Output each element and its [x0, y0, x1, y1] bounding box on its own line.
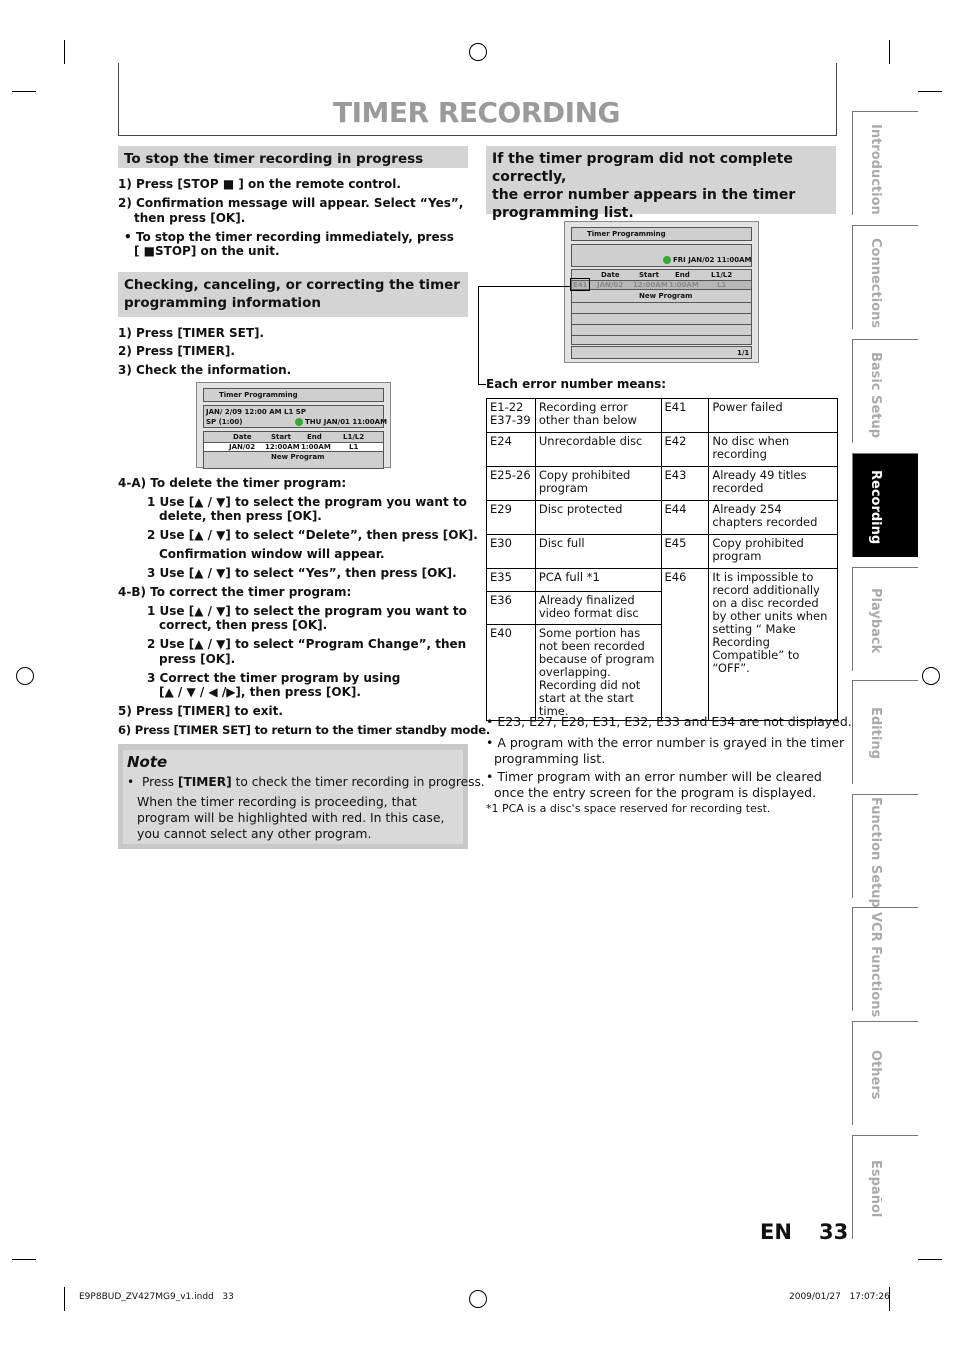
note-line-1: • Press [TIMER] to check the timer recording in progress. — [127, 775, 485, 789]
error-desc: Recording error other than below — [535, 399, 661, 433]
note-line-2: When the timer recording is proceeding, that — [137, 794, 417, 809]
osd-row-ch: L1 — [349, 443, 359, 451]
tab-playback[interactable] — [852, 567, 918, 671]
callout-line — [478, 286, 570, 287]
error-bullet-2-cont: programming list. — [494, 751, 606, 766]
error-means-label: Each error number means: — [486, 377, 667, 391]
correct-step-3: 3 Correct the timer program by using — [147, 671, 401, 685]
error-code: E29 — [487, 501, 536, 535]
error-code: E24 — [487, 433, 536, 467]
tab-editing[interactable] — [852, 680, 918, 784]
error-code: E25-26 — [487, 467, 536, 501]
stop-section-heading: To stop the timer recording in progress — [118, 146, 468, 168]
osd-col-date: Date — [233, 433, 252, 441]
callout-line — [478, 384, 486, 385]
note-bold: [TIMER] — [177, 775, 232, 789]
tab-others[interactable] — [852, 1021, 918, 1125]
osd-new-program[interactable]: New Program — [271, 453, 325, 461]
error-desc: Already finalized video format disc — [535, 592, 661, 625]
registration-mark-icon — [469, 1290, 487, 1308]
language-label: EN — [760, 1220, 792, 1244]
error-desc: Already 254 chapters recorded — [709, 501, 838, 535]
check-step-3: 3) Check the information. — [118, 363, 292, 377]
error-bullet-2: • A program with the error number is grayed in the timer — [486, 735, 845, 750]
table-row — [487, 433, 838, 467]
osd-col-ch: L1/L2 — [343, 433, 365, 441]
tab-label: Others — [868, 1050, 883, 1100]
note-line-4: you cannot select any other program. — [137, 826, 372, 841]
table-row — [487, 467, 838, 501]
heading-line: programming information — [124, 295, 321, 311]
footnote: *1 PCA is a disc's space reserved for recording test. — [486, 802, 771, 815]
error-desc: It is impossible to record additionally on a disc recorded by other units when setting “ Make Recording Compatible” to “OFF”. — [709, 569, 838, 721]
osd-footer — [571, 346, 752, 359]
check-step-1: 1) Press [TIMER SET]. — [118, 326, 265, 340]
osd-page: 1/1 — [737, 349, 750, 357]
note-line-3: program will be highlighted with red. In this case, — [137, 810, 445, 825]
error-code: E30 — [487, 535, 536, 569]
stop-step-2-cont: then press [OK]. — [134, 211, 246, 225]
error-desc: Unrecordable disc — [535, 433, 661, 467]
delete-step-3: 3 Use [▲ / ▼] to select “Yes”, then press [OK]. — [147, 566, 457, 580]
note-pre: Press — [141, 775, 178, 789]
error-code: E46 — [661, 569, 709, 721]
osd-empty-row — [571, 335, 752, 336]
error-desc: Copy prohibited program — [535, 467, 661, 501]
tab-introduction[interactable] — [852, 111, 918, 215]
tab-label: Recording — [868, 470, 883, 545]
osd-row-date: JAN/02 — [597, 281, 624, 289]
stop-bullet: • To stop the timer recording immediately, press — [124, 230, 454, 244]
delete-step-2: 2 Use [▲ / ▼] to select “Delete”, then press [OK]. — [147, 528, 478, 542]
heading-line: programming list. — [492, 205, 634, 221]
tab-label: Editing — [868, 707, 883, 759]
error-section-heading — [486, 146, 836, 221]
page-number: 33 — [819, 1220, 849, 1244]
timer-programming-screen — [196, 382, 391, 468]
error-bullet-3: • Timer program with an error number will be cleared — [486, 769, 822, 784]
heading-line: If the timer program did not complete correctly, — [492, 151, 793, 185]
tab-label: Connections — [868, 238, 883, 329]
correct-step-3-cont: [▲ / ▼ / ◀ /▶], then press [OK]. — [159, 685, 361, 699]
tab-recording[interactable] — [852, 453, 918, 557]
osd-row-error: E41 — [573, 281, 588, 289]
osd-status: FRI JAN/02 11:00AM — [673, 256, 752, 264]
osd-empty-row — [571, 324, 752, 325]
tab-label: Playback — [868, 588, 883, 654]
tab-label: Function Setup — [868, 797, 883, 908]
callout-line — [478, 286, 479, 384]
osd-row-start: 12:00AM — [265, 443, 300, 451]
error-desc: No disc when recording — [709, 433, 838, 467]
osd-new-program[interactable]: New Program — [639, 292, 693, 300]
osd-status: THU JAN/01 11:00AM — [305, 418, 388, 426]
tab-vcr-functions[interactable] — [852, 907, 918, 1011]
osd-col-date: Date — [601, 271, 620, 279]
osd-line-2: SP (1:00) — [206, 418, 243, 426]
stop-step-1: 1) Press [STOP ■ ] on the remote control. — [118, 177, 401, 191]
error-code: E42 — [661, 433, 709, 467]
delete-heading: 4-A) To delete the timer program: — [118, 476, 347, 490]
crop-mark — [12, 91, 36, 92]
error-desc: Already 49 titles recorded — [709, 467, 838, 501]
table-row — [487, 569, 838, 592]
note-post: to check the timer recording in progress. — [231, 775, 485, 789]
step-5: 5) Press [TIMER] to exit. — [118, 704, 283, 718]
error-bullet-1: • E23, E27, E28, E31, E32, E33 and E34 are not displayed. — [486, 714, 852, 729]
osd-col-start: Start — [271, 433, 291, 441]
osd-empty-row — [571, 313, 752, 314]
tab-label: Basic Setup — [868, 352, 883, 439]
stop-step-2: 2) Confirmation message will appear. Select “Yes”, — [118, 196, 464, 210]
osd-row-date: JAN/02 — [229, 443, 256, 451]
callout-box — [570, 278, 590, 291]
heading-line: the error number appears in the timer — [492, 187, 796, 203]
crop-mark — [12, 1259, 36, 1260]
correct-step-1: 1 Use [▲ / ▼] to select the program you want to — [147, 604, 467, 618]
clock-icon — [295, 418, 303, 426]
registration-mark-icon — [16, 667, 34, 685]
timer-programming-screen-error — [564, 221, 759, 363]
crop-mark — [918, 91, 942, 92]
osd-row-start: 12:00AM — [633, 281, 668, 289]
registration-mark-icon — [922, 667, 940, 685]
tab-label: Introduction — [868, 124, 883, 215]
crop-mark — [889, 40, 890, 64]
error-table — [486, 398, 838, 721]
heading-line: Checking, canceling, or correcting the timer — [124, 277, 460, 293]
error-desc: Disc protected — [535, 501, 661, 535]
tab-connections[interactable] — [852, 225, 918, 329]
osd-row-ch: L1 — [717, 281, 727, 289]
footer-timestamp: 2009/01/27 17:07:26 — [789, 1292, 890, 1302]
stop-bullet-cont: [ ■STOP] on the unit. — [134, 244, 280, 258]
correct-step-1-cont: correct, then press [OK]. — [159, 618, 328, 632]
osd-col-ch: L1/L2 — [711, 271, 733, 279]
error-desc: Disc full — [535, 535, 661, 569]
error-code: E36 — [487, 592, 536, 625]
crop-mark — [64, 40, 65, 64]
osd-row-end: 1:00AM — [669, 281, 699, 289]
correct-step-2: 2 Use [▲ / ▼] to select “Program Change”, then — [147, 637, 467, 651]
error-code: E45 — [661, 535, 709, 569]
tab-espanol[interactable] — [852, 1135, 918, 1239]
tab-basic-setup[interactable] — [852, 339, 918, 443]
crop-mark — [918, 1259, 942, 1260]
tab-label: Español — [868, 1160, 883, 1218]
registration-mark-icon — [469, 43, 487, 61]
osd-col-start: Start — [639, 271, 659, 279]
delete-step-1: 1 Use [▲ / ▼] to select the program you want to — [147, 495, 467, 509]
footer-file: E9P8BUD_ZV427MG9_v1.indd 33 — [79, 1292, 234, 1302]
note-title: Note — [127, 753, 168, 771]
check-step-2: 2) Press [TIMER]. — [118, 344, 235, 358]
osd-row-end: 1:00AM — [301, 443, 331, 451]
check-section-heading — [118, 272, 468, 317]
osd-col-end: End — [675, 271, 690, 279]
osd-empty-row — [571, 302, 752, 303]
delete-step-1-cont: delete, then press [OK]. — [159, 509, 322, 523]
error-desc: PCA full *1 — [535, 569, 661, 592]
error-code: E43 — [661, 467, 709, 501]
table-row — [487, 399, 838, 433]
osd-title: Timer Programming — [587, 230, 666, 238]
crop-mark — [64, 1287, 65, 1311]
correct-heading: 4-B) To correct the timer program: — [118, 585, 352, 599]
tab-function-setup[interactable] — [852, 794, 918, 898]
error-code: E40 — [487, 625, 536, 721]
table-row — [487, 501, 838, 535]
error-desc: Copy prohibited program — [709, 535, 838, 569]
clock-icon — [663, 256, 671, 264]
error-desc: Power failed — [709, 399, 838, 433]
error-code: E44 — [661, 501, 709, 535]
error-code: E1-22 E37-39 — [487, 399, 536, 433]
tab-label: VCR Functions — [868, 912, 883, 1018]
osd-line-1: JAN/ 2/09 12:00 AM L1 SP — [206, 408, 306, 416]
delete-step-2-cont: Confirmation window will appear. — [159, 547, 385, 561]
error-code: E41 — [661, 399, 709, 433]
correct-step-2-cont: press [OK]. — [159, 652, 236, 666]
step-6: 6) Press [TIMER SET] to return to the timer standby mode. — [118, 723, 491, 737]
error-bullet-3-cont: once the entry screen for the program is displayed. — [494, 785, 817, 800]
error-code: E35 — [487, 569, 536, 592]
table-row — [487, 535, 838, 569]
page-title: TIMER RECORDING — [333, 96, 620, 129]
osd-title: Timer Programming — [219, 391, 298, 399]
osd-col-end: End — [307, 433, 322, 441]
error-desc: Some portion has not been recorded because of program overlapping. Recording did not start at the start time. — [535, 625, 661, 721]
